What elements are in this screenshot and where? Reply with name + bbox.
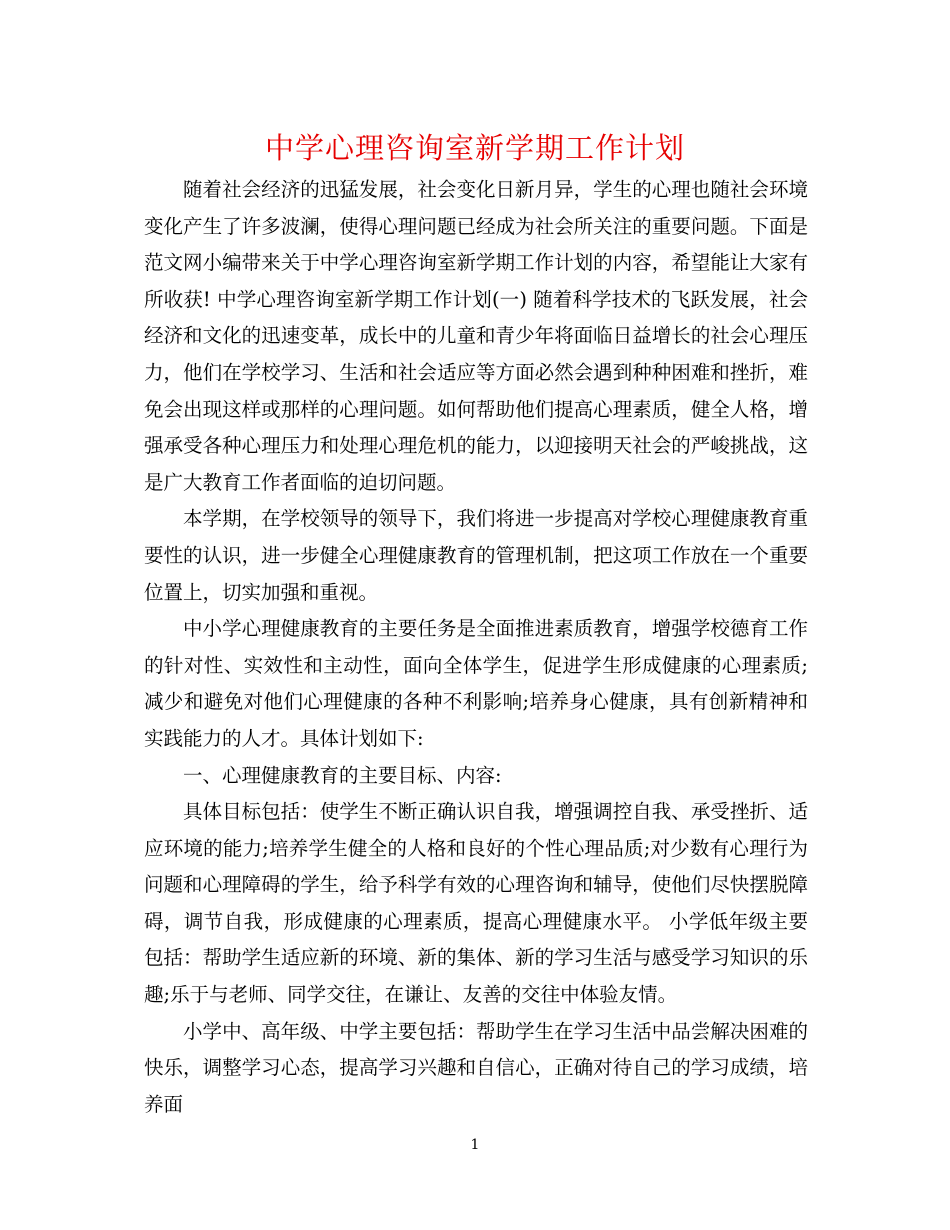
paragraph-semester: 本学期，在学校领导的领导下，我们将进一步提高对学校心理健康教育重要性的认识，进一步健全心理健康教育的管理机制，把这项工作放在一个重要位置上，切实加强和重视。 [144,507,808,604]
document-body [144,172,808,1123]
paragraph-specific-goals: 具体目标包括：使学生不断正确认识自我，增强调控自我、承受挫折、适应环境的能力;培养学生健全的人格和良好的个性心理品质;对少数有心理行为问题和心理障碍的学生，给予科学有效的心理咨询和辅导，使他们尽快摆脱障碍，调节自我，形成健康的心理素质，提高心理健康水平。 小学低年级主要包括：帮助学生适应新的环境、新的集体、新的学习生活与感受学习知识的乐趣;乐于与老师、同学交往，在谦让、友善的交往中体验友情。 [144,800,808,1007]
section-heading-goals: 一、心理健康教育的主要目标、内容: [183,763,502,787]
paragraph-upper-grades: 小学中、高年级、中学主要包括：帮助学生在学习生活中品尝解决困难的快乐，调整学习心态，提高学习兴趣和自信心，正确对待自己的学习成绩，培养面 [144,1019,808,1116]
document-title: 中学心理咨询室新学期工作计划 [264,131,685,165]
paragraph-main-task: 中小学心理健康教育的主要任务是全面推进素质教育，增强学校德育工作的针对性、实效性和主动性，面向全体学生，促进学生形成健康的心理素质;减少和避免对他们心理健康的各种不利影响;培养身心健康，具有创新精神和实践能力的人才。具体计划如下: [144,617,808,750]
page-number: 1 [470,1137,480,1153]
paragraph-intro: 随着社会经济的迅猛发展，社会变化日新月异，学生的心理也随社会环境变化产生了许多波澜，使得心理问题已经成为社会所关注的重要问题。下面是范文网小编带来关于中学心理咨询室新学期工作计划的内容，希望能让大家有所收获! 中学心理咨询室新学期工作计划(一) 随着科学技术的飞跃发展，社会经济和文化的迅速变革，成长中的儿童和青少年将面临日益增长的社会心理压力，他们在学校学习、生活和社会适应等方面必然会遇到种种困难和挫折，难免会出现这样或那样的心理问题。如何帮助他们提高心理素质，健全人格，增强承受各种心理压力和处理心理危机的能力，以迎接明天社会的严峻挑战，这是广大教育工作者面临的迫切问题。 [144,178,808,494]
